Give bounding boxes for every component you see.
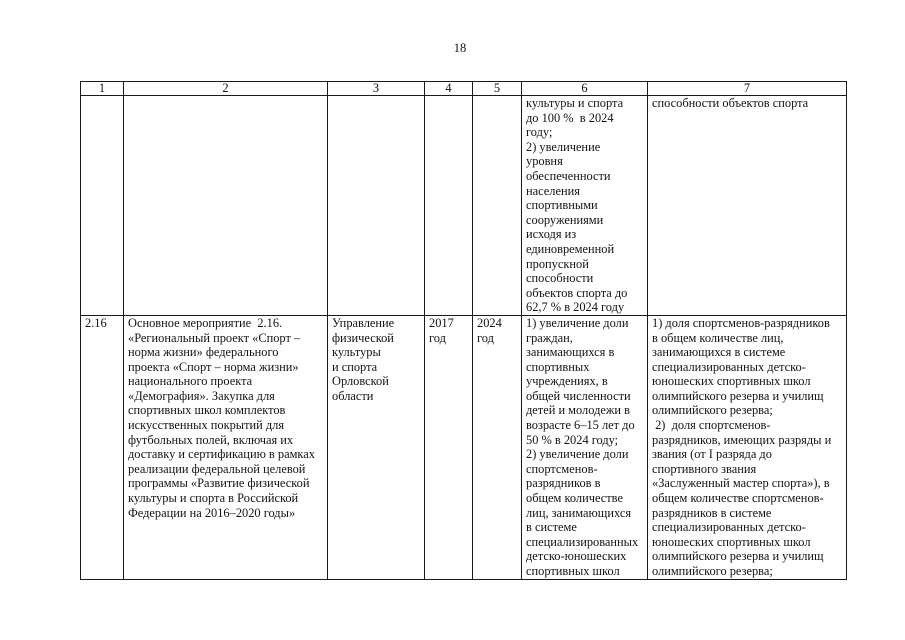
cell-text-line: обеспеченности — [526, 168, 611, 183]
cell-text-line: общем количестве спортсменов- — [652, 491, 824, 506]
cell-col-3 — [328, 96, 425, 316]
cell-text-line: юношеских спортивных школ — [652, 374, 811, 389]
cell-text-line: норма жизни» федерального — [128, 345, 279, 360]
cell-text-line: пропускной — [526, 256, 589, 271]
cell-text-line: общей численности — [526, 388, 631, 403]
cell-text-line: способности — [526, 271, 594, 286]
cell-text-line: культуры и спорта в Российской — [128, 491, 299, 506]
cell-text-line: в системе — [526, 520, 577, 535]
cell-text-line: разрядников, имеющих разряды и — [652, 432, 832, 447]
cell-text-line: детей и молодежи в — [526, 403, 631, 418]
cell-text-line: спортивных школ комплектов — [128, 403, 286, 418]
cell-text-line: специализированных детско- — [652, 359, 806, 374]
cell-text-line: 2.16 — [85, 315, 107, 330]
cell-text-line: национального проекта — [128, 374, 253, 389]
cell-text-line: 2017 — [429, 315, 454, 330]
column-header-4: 4 — [425, 82, 473, 96]
cell-text-line: разрядников в — [526, 476, 601, 491]
cell-text-line: единовременной — [526, 241, 615, 256]
cell-text-line: Управление — [332, 315, 395, 330]
cell-text-line: реализации федеральной целевой — [128, 461, 306, 476]
cell-text-line: олимпийского резерва и училищ — [652, 388, 824, 403]
cell-col-6 — [522, 315, 648, 579]
cell-col-3 — [328, 315, 425, 579]
cell-text-line: разрядников в системе — [652, 505, 772, 520]
cell-text-line: возрасте 6–15 лет до — [526, 418, 635, 433]
cell-text-line: способности объектов спорта — [652, 96, 809, 110]
cell-text-line: доставку и сертификацию в рамках — [128, 447, 315, 462]
cell-text-line: «Демография». Закупка для — [128, 388, 275, 403]
cell-text-line: 1) увеличение доли — [526, 315, 629, 330]
cell-text-line: в общем количестве лиц, — [652, 330, 784, 345]
cell-text-line: 2) увеличение доли — [526, 447, 629, 462]
cell-col-2 — [124, 96, 328, 316]
cell-text-line: спортивного звания — [652, 461, 757, 476]
cell-col-5 — [473, 96, 522, 316]
cell-text-line: занимающихся в — [526, 345, 615, 360]
column-header-7: 7 — [648, 82, 847, 96]
cell-text-line: сооружениями — [526, 212, 604, 227]
cell-col-4 — [425, 315, 473, 579]
cell-text-line: занимающихся в системе — [652, 345, 786, 360]
cell-text-line: год — [477, 330, 494, 345]
cell-col-1 — [81, 315, 124, 579]
data-table — [80, 81, 847, 580]
cell-text-line: учреждениях, в — [526, 374, 608, 389]
cell-text-line: год — [429, 330, 446, 345]
cell-text-line: программы «Развитие физической — [128, 476, 310, 491]
cell-text-line: спортивных школ — [526, 564, 620, 578]
cell-text-line: юношеских спортивных школ — [652, 534, 811, 549]
cell-col-2 — [124, 315, 328, 579]
column-header-2: 2 — [124, 82, 328, 96]
cell-text-line: спортивными — [526, 198, 598, 213]
cell-text-line: и спорта — [332, 359, 378, 374]
cell-text-line: спортсменов- — [526, 461, 598, 476]
cell-text-line: культуры — [332, 345, 381, 360]
cell-text-line: проекта «Спорт – норма жизни» — [128, 359, 299, 374]
cell-text-line: до 100 % в 2024 — [526, 110, 614, 125]
cell-text-line: искусственных покрытий для — [128, 418, 285, 433]
cell-col-7 — [648, 315, 847, 579]
cell-text-line: олимпийского резерва; — [652, 403, 773, 418]
cell-text-line: 1) доля спортсменов-разрядников — [652, 315, 830, 330]
cell-col-1 — [81, 96, 124, 316]
cell-col-5 — [473, 315, 522, 579]
cell-text-line: «Региональный проект «Спорт – — [128, 330, 301, 345]
cell-text-line: 62,7 % в 2024 году — [526, 300, 625, 315]
cell-text-line: физической — [332, 330, 394, 345]
cell-text-line: футбольных полей, включая их — [128, 432, 294, 447]
column-header-1: 1 — [81, 82, 124, 96]
cell-text-line: олимпийского резерва и училищ — [652, 549, 824, 564]
cell-text-line: Основное мероприятие 2.16. — [128, 315, 283, 330]
cell-text-line: 50 % в 2024 году; — [526, 432, 619, 447]
cell-text-line: общем количестве — [526, 491, 623, 506]
cell-col-4 — [425, 96, 473, 316]
cell-text-line: 2) увеличение — [526, 139, 601, 154]
cell-text-line: области — [332, 388, 374, 403]
cell-col-6 — [522, 96, 648, 316]
column-header-6: 6 — [522, 82, 648, 96]
cell-text-line: уровня — [526, 154, 563, 169]
cell-text-line: специализированных — [526, 534, 639, 549]
cell-text-line: 2) доля спортсменов- — [652, 418, 771, 433]
cell-text-line: олимпийского резерва; — [652, 564, 773, 578]
column-header-3: 3 — [328, 82, 425, 96]
page-number: 18 — [453, 41, 467, 55]
cell-text-line: объектов спорта до — [526, 285, 628, 300]
table-row — [81, 96, 847, 316]
cell-text-line: населения — [526, 183, 580, 198]
table-row — [81, 315, 847, 579]
cell-text-line: специализированных детско- — [652, 520, 806, 535]
cell-text-line: детско-юношеских — [526, 549, 627, 564]
cell-text-line: культуры и спорта — [526, 96, 624, 110]
cell-text-line: Орловской — [332, 374, 389, 389]
cell-text-line: Федерации на 2016–2020 годы» — [128, 505, 296, 520]
column-header-5: 5 — [473, 82, 522, 96]
cell-text-line: «Заслуженный мастер спорта»), в — [652, 476, 830, 491]
cell-text-line: 2024 — [477, 315, 502, 330]
table-header-row — [81, 82, 847, 96]
cell-text-line: исходя из — [526, 227, 577, 242]
cell-col-7 — [648, 96, 847, 316]
cell-text-line: году; — [526, 125, 553, 140]
cell-text-line: граждан, — [526, 330, 573, 345]
cell-text-line: лиц, занимающихся — [526, 505, 632, 520]
cell-text-line: спортивных — [526, 359, 590, 374]
cell-text-line: звания (от I разряда до — [652, 447, 772, 462]
